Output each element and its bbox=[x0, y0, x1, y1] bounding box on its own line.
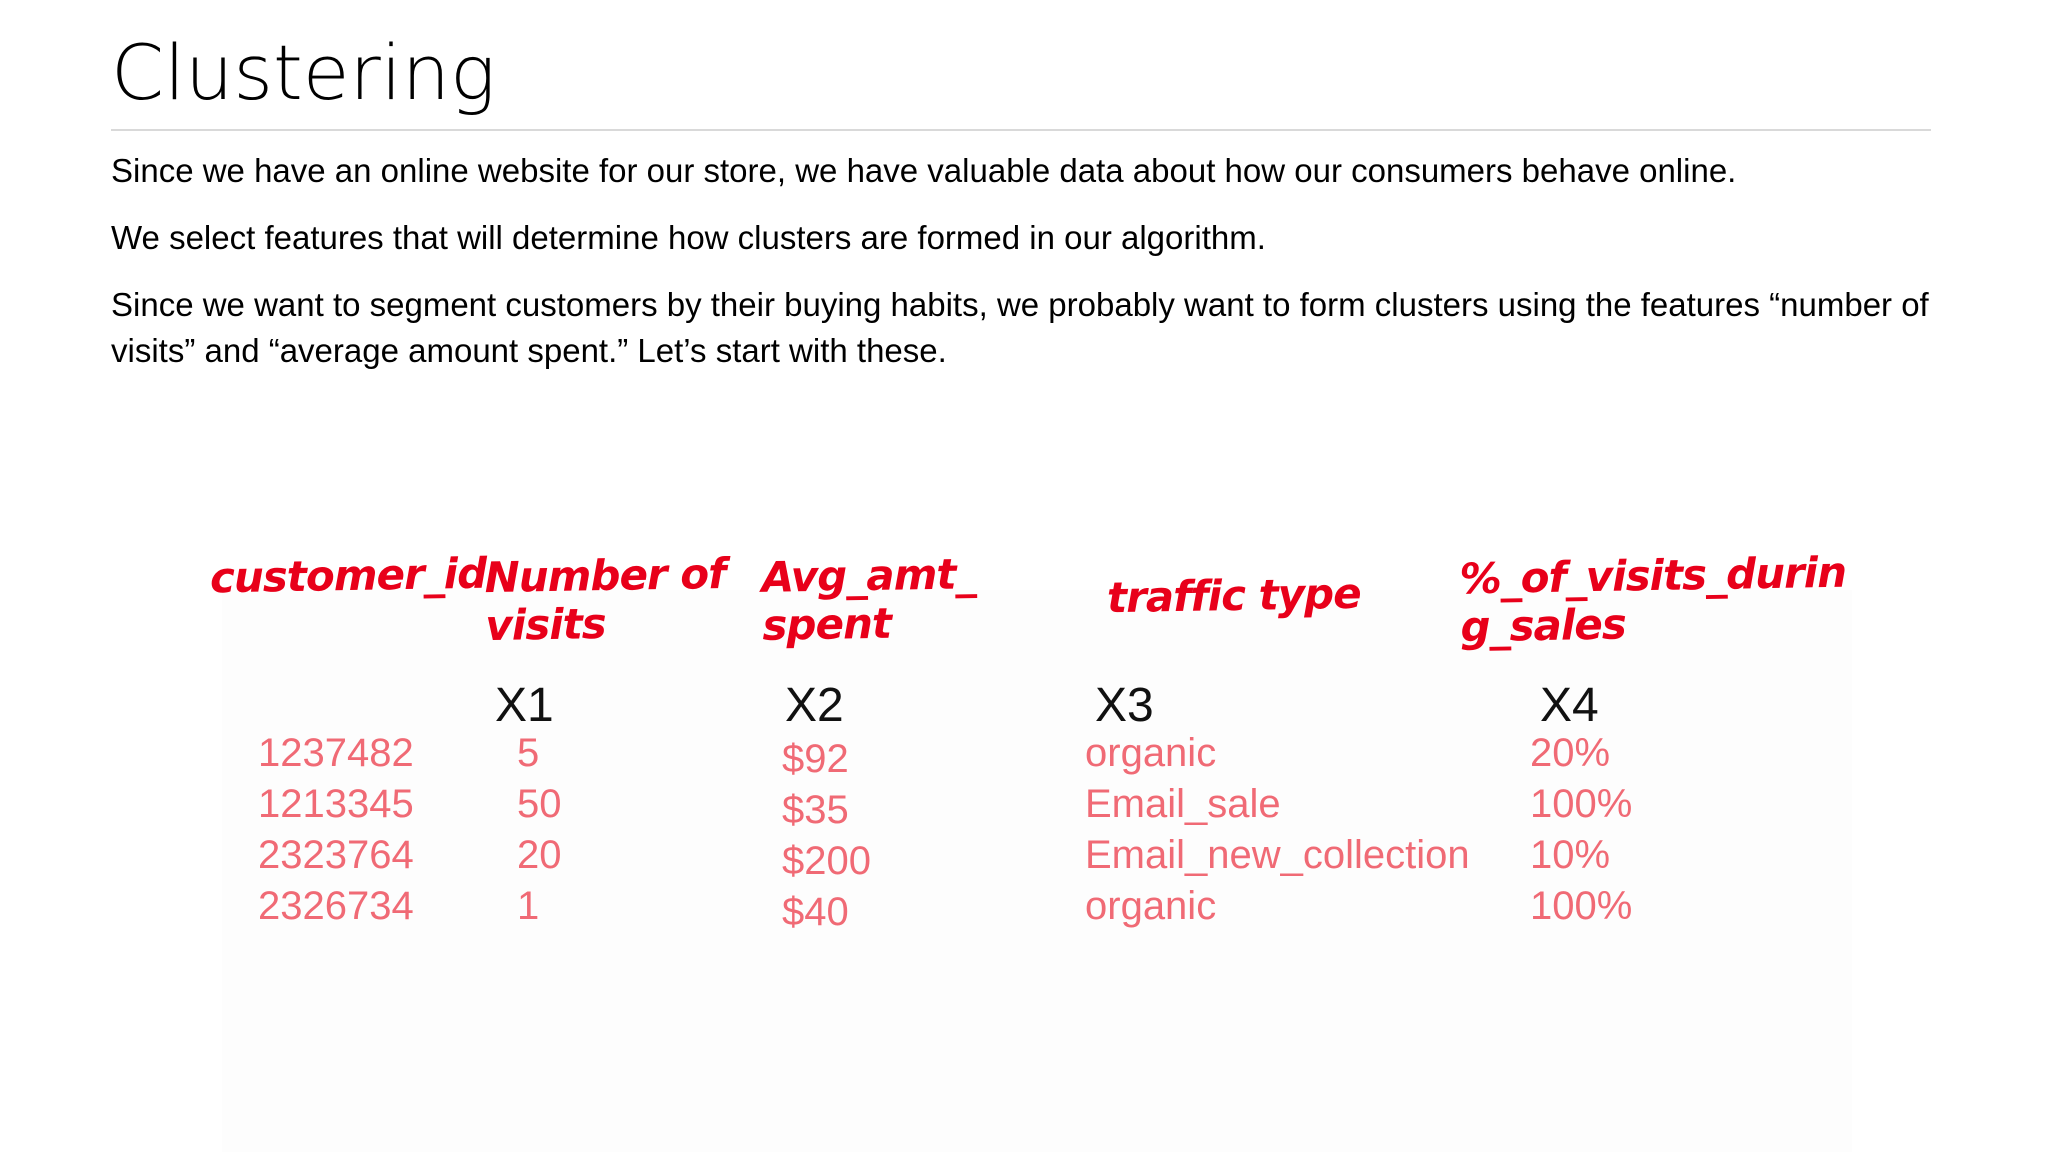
column-number-of-visits bbox=[517, 728, 562, 932]
header-customer-id: customer_id bbox=[209, 548, 487, 603]
variable-label-x3: X3 bbox=[1095, 679, 1154, 732]
table-cell: 1213345 bbox=[258, 782, 414, 826]
table-cell: organic bbox=[1085, 731, 1217, 775]
variable-label-x1: X1 bbox=[495, 679, 554, 732]
table-cell: $40 bbox=[782, 890, 849, 934]
table-cell: 20% bbox=[1530, 731, 1611, 775]
table-cell: 50 bbox=[517, 782, 562, 826]
table-cell: organic bbox=[1085, 884, 1217, 928]
header-avg-amt-spent: Avg_amt_ spent bbox=[761, 549, 976, 650]
column-traffic-type bbox=[1085, 728, 1470, 932]
table-cell: $92 bbox=[782, 737, 849, 781]
column-pct-visits-during-sales bbox=[1530, 728, 1632, 932]
paragraph-3: Since we want to segment customers by their buying habits, we probably want to form clusters using the features “number of visits” and “average amount spent.” Let’s start with these. bbox=[111, 286, 1929, 369]
paragraph-1: Since we have an online website for our store, we have valuable data about how our consumers behave online. bbox=[111, 152, 1737, 189]
variable-label-x2: X2 bbox=[785, 679, 844, 732]
title-divider bbox=[111, 129, 1931, 131]
header-pct-visits-during-sales: %_of_visits_durin g_sales bbox=[1459, 547, 1847, 652]
table-cell: 100% bbox=[1530, 782, 1633, 826]
table-cell: 1 bbox=[517, 884, 540, 928]
column-avg-amt-spent bbox=[782, 734, 871, 938]
column-customer-id bbox=[258, 728, 414, 932]
table-cell: $200 bbox=[782, 839, 871, 883]
table-cell: 20 bbox=[517, 833, 562, 877]
table-cell: 100% bbox=[1530, 884, 1633, 928]
paragraph-2: We select features that will determine how clusters are formed in our algorithm. bbox=[111, 219, 1266, 256]
header-number-of-visits: Number of visits bbox=[484, 548, 726, 651]
table-cell: 5 bbox=[517, 731, 540, 775]
slide-title: Clustering bbox=[111, 28, 496, 117]
table-cell: 1237482 bbox=[258, 731, 414, 775]
header-traffic-type: traffic type bbox=[1106, 568, 1362, 623]
table-cell: 10% bbox=[1530, 833, 1611, 877]
table-cell: Email_sale bbox=[1085, 782, 1281, 826]
variable-label-x4: X4 bbox=[1540, 679, 1599, 732]
table-cell: 2326734 bbox=[258, 884, 414, 928]
table-cell: 2323764 bbox=[258, 833, 414, 877]
table-cell: $35 bbox=[782, 788, 849, 832]
table-cell: Email_new_collection bbox=[1085, 833, 1470, 877]
